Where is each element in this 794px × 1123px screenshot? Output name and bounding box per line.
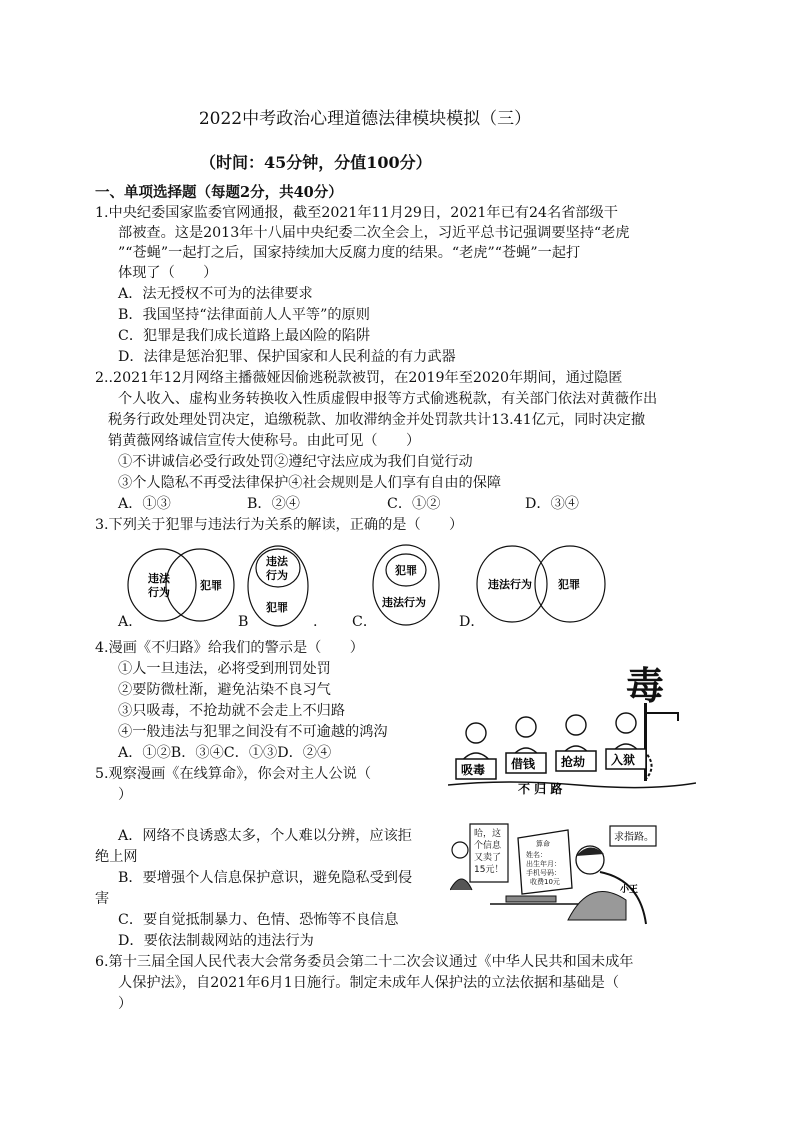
q1-line-3: ”“苍蝇”一起打之后，国家持续加大反腐力度的结果。“老虎”“苍蝇”一起打	[118, 245, 581, 261]
venn-a-label-2: 行为	[148, 586, 170, 599]
character-name: 小王	[620, 885, 639, 895]
q3-stem: 3.下列关于犯罪与违法行为关系的解读，正确的是（ ）	[95, 517, 464, 533]
q2-option-d: D．③④	[525, 496, 579, 512]
venn-b-label-3: 犯罪	[266, 601, 288, 614]
cartoon-box-2: 借钱	[511, 757, 536, 771]
q5-line-1: 5.观察漫画《在线算命》，你会对主人公说（	[95, 766, 372, 782]
cartoon-box-3: 抢劫	[561, 755, 586, 769]
section-heading: 一、单项选择题（每题2分，共40分）	[95, 184, 343, 201]
venn-b	[248, 546, 308, 626]
q1-line-4: 体现了（ ）	[118, 265, 218, 281]
page-title: 2022中考政治心理道德法律模块模拟（三）	[198, 109, 532, 129]
q1-option-d: D．法律是惩治犯罪、保护国家和人民利益的有力武器	[118, 349, 456, 365]
bubble1-line-1: 哈，这	[474, 829, 502, 839]
venn-d-label-1: 违法行为	[488, 578, 532, 591]
bubble1-line-3: 又卖了	[474, 853, 502, 863]
page-subtitle: （时间：45分钟，分值100分）	[200, 153, 432, 172]
q1-option-b: B．我国坚持“法律面前人人平等”的原则	[118, 307, 370, 323]
bubble2: 求指路。	[614, 832, 654, 843]
q2-statement-1: ①不讲诚信必受行政处罚②遵纪守法应成为我们自觉行动	[118, 454, 473, 470]
q3-option-c: C．	[352, 614, 378, 630]
q6-line-3: ）	[118, 996, 133, 1012]
cartoon-caption: 不 归 路	[518, 782, 563, 795]
q1-line-2: 部被查。这是2013年十八届中央纪委二次全会上，习近平总书记强调要坚持“老虎	[118, 225, 630, 241]
q4-statement-1: ①人一旦违法，必将受到刑罚处罚	[118, 661, 331, 677]
q5-line-2: ）	[118, 787, 133, 803]
q1-option-a: A．法无授权不可为的法律要求	[118, 286, 313, 302]
venn-c-label-2: 违法行为	[382, 596, 426, 609]
q4-statement-4: ④一般违法与犯罪之间没有不可逾越的鸿沟	[118, 724, 388, 740]
q3-option-b: B	[238, 614, 249, 630]
venn-d	[477, 546, 605, 622]
q2-line-1: 2..2021年12月网络主播薇娅因偷逃税款被罚，在2019年至2020年期间，通过隐匿	[95, 370, 623, 386]
screen-line-3: 出生年月：	[526, 860, 561, 868]
q2-line-4: 销黄薇网络诚信宣传大使称号。由此可见（ ）	[108, 433, 421, 449]
screen-line-1: 算命	[536, 840, 550, 848]
q4-options: A．①②B．③④C．①③D．②④	[118, 745, 332, 761]
q2-line-3: 税务行政处理处罚决定，追缴税款、加收滞纳金并处罚款共计13.41亿元，同时决定撤	[108, 412, 646, 428]
screen-line-2: 姓名：	[526, 851, 547, 859]
q5-option-d: D．要依法制裁网站的违法行为	[118, 933, 314, 949]
q4-statement-3: ③只吸毒，不抢劫就不会走上不归路	[118, 703, 346, 719]
q4-statement-2: ②要防微杜渐，避免沾染不良习气	[118, 682, 331, 698]
q5-option-b: B．要增强个人信息保护意识，避免隐私受到侵	[118, 870, 413, 886]
q4-stem: 4.漫画《不归路》给我们的警示是（ ）	[95, 640, 364, 656]
bubble1-line-2: 个信息	[474, 841, 502, 851]
venn-a	[128, 549, 234, 621]
q2-option-c: C．①②	[387, 496, 441, 512]
cartoon-no-return-road	[448, 655, 696, 795]
q2-option-b: B．②④	[247, 496, 300, 512]
cartoon-box-1: 吸毒	[461, 763, 486, 777]
q1-option-c: C．犯罪是我们成长道路上最凶险的陷阱	[118, 328, 371, 344]
q3-option-dot: .	[313, 614, 318, 630]
screen-line-4: 手机号码：	[526, 869, 561, 877]
q5-option-b-cont: 害	[95, 891, 110, 907]
venn-a-label-1: 违法	[148, 572, 170, 585]
cartoon-big-character: 毒	[626, 664, 665, 708]
venn-b-label-2: 行为	[266, 569, 288, 582]
q5-option-c: C．要自觉抵制暴力、色情、恐怖等不良信息	[118, 912, 399, 928]
cartoon-online-fortune	[450, 820, 660, 928]
q1-line-1: 1.中央纪委国家监委官网通报，截至2021年11月29日，2021年已有24名省部级干	[95, 205, 618, 221]
venn-c	[373, 545, 439, 625]
q3-option-a: A．	[118, 614, 143, 630]
q6-line-2: 人保护法》，自2021年6月1日施行。制定未成年人保护法的立法依据和基础是（	[118, 975, 620, 991]
venn-c-label-1: 犯罪	[395, 564, 417, 577]
venn-b-label-1: 违法	[266, 555, 288, 568]
q5-option-a: A．网络不良诱惑太多，个人难以分辨，应该拒	[118, 828, 412, 844]
q5-option-a-cont: 绝上网	[95, 849, 138, 865]
q3-option-d: D．	[459, 614, 485, 630]
q2-line-2: 个人收入、虚构业务转换收入性质虚假申报等方式偷逃税款，有关部门依法对黄薇作出	[118, 391, 658, 407]
q2-option-a: A．①③	[118, 496, 171, 512]
venn-d-label-2: 犯罪	[558, 578, 580, 591]
venn-a-label-3: 犯罪	[200, 579, 222, 592]
q6-line-1: 6.第十三届全国人民代表大会常务委员会第二十二次会议通过《中华人民共和国未成年	[95, 954, 634, 970]
bubble1-line-4: 15元！	[474, 865, 504, 875]
screen-line-5: 收费10元	[530, 878, 560, 886]
cartoon-box-4: 入狱	[611, 753, 636, 767]
q2-statement-2: ③个人隐私不再受法律保护④社会规则是人们享有自由的保障	[118, 475, 502, 491]
